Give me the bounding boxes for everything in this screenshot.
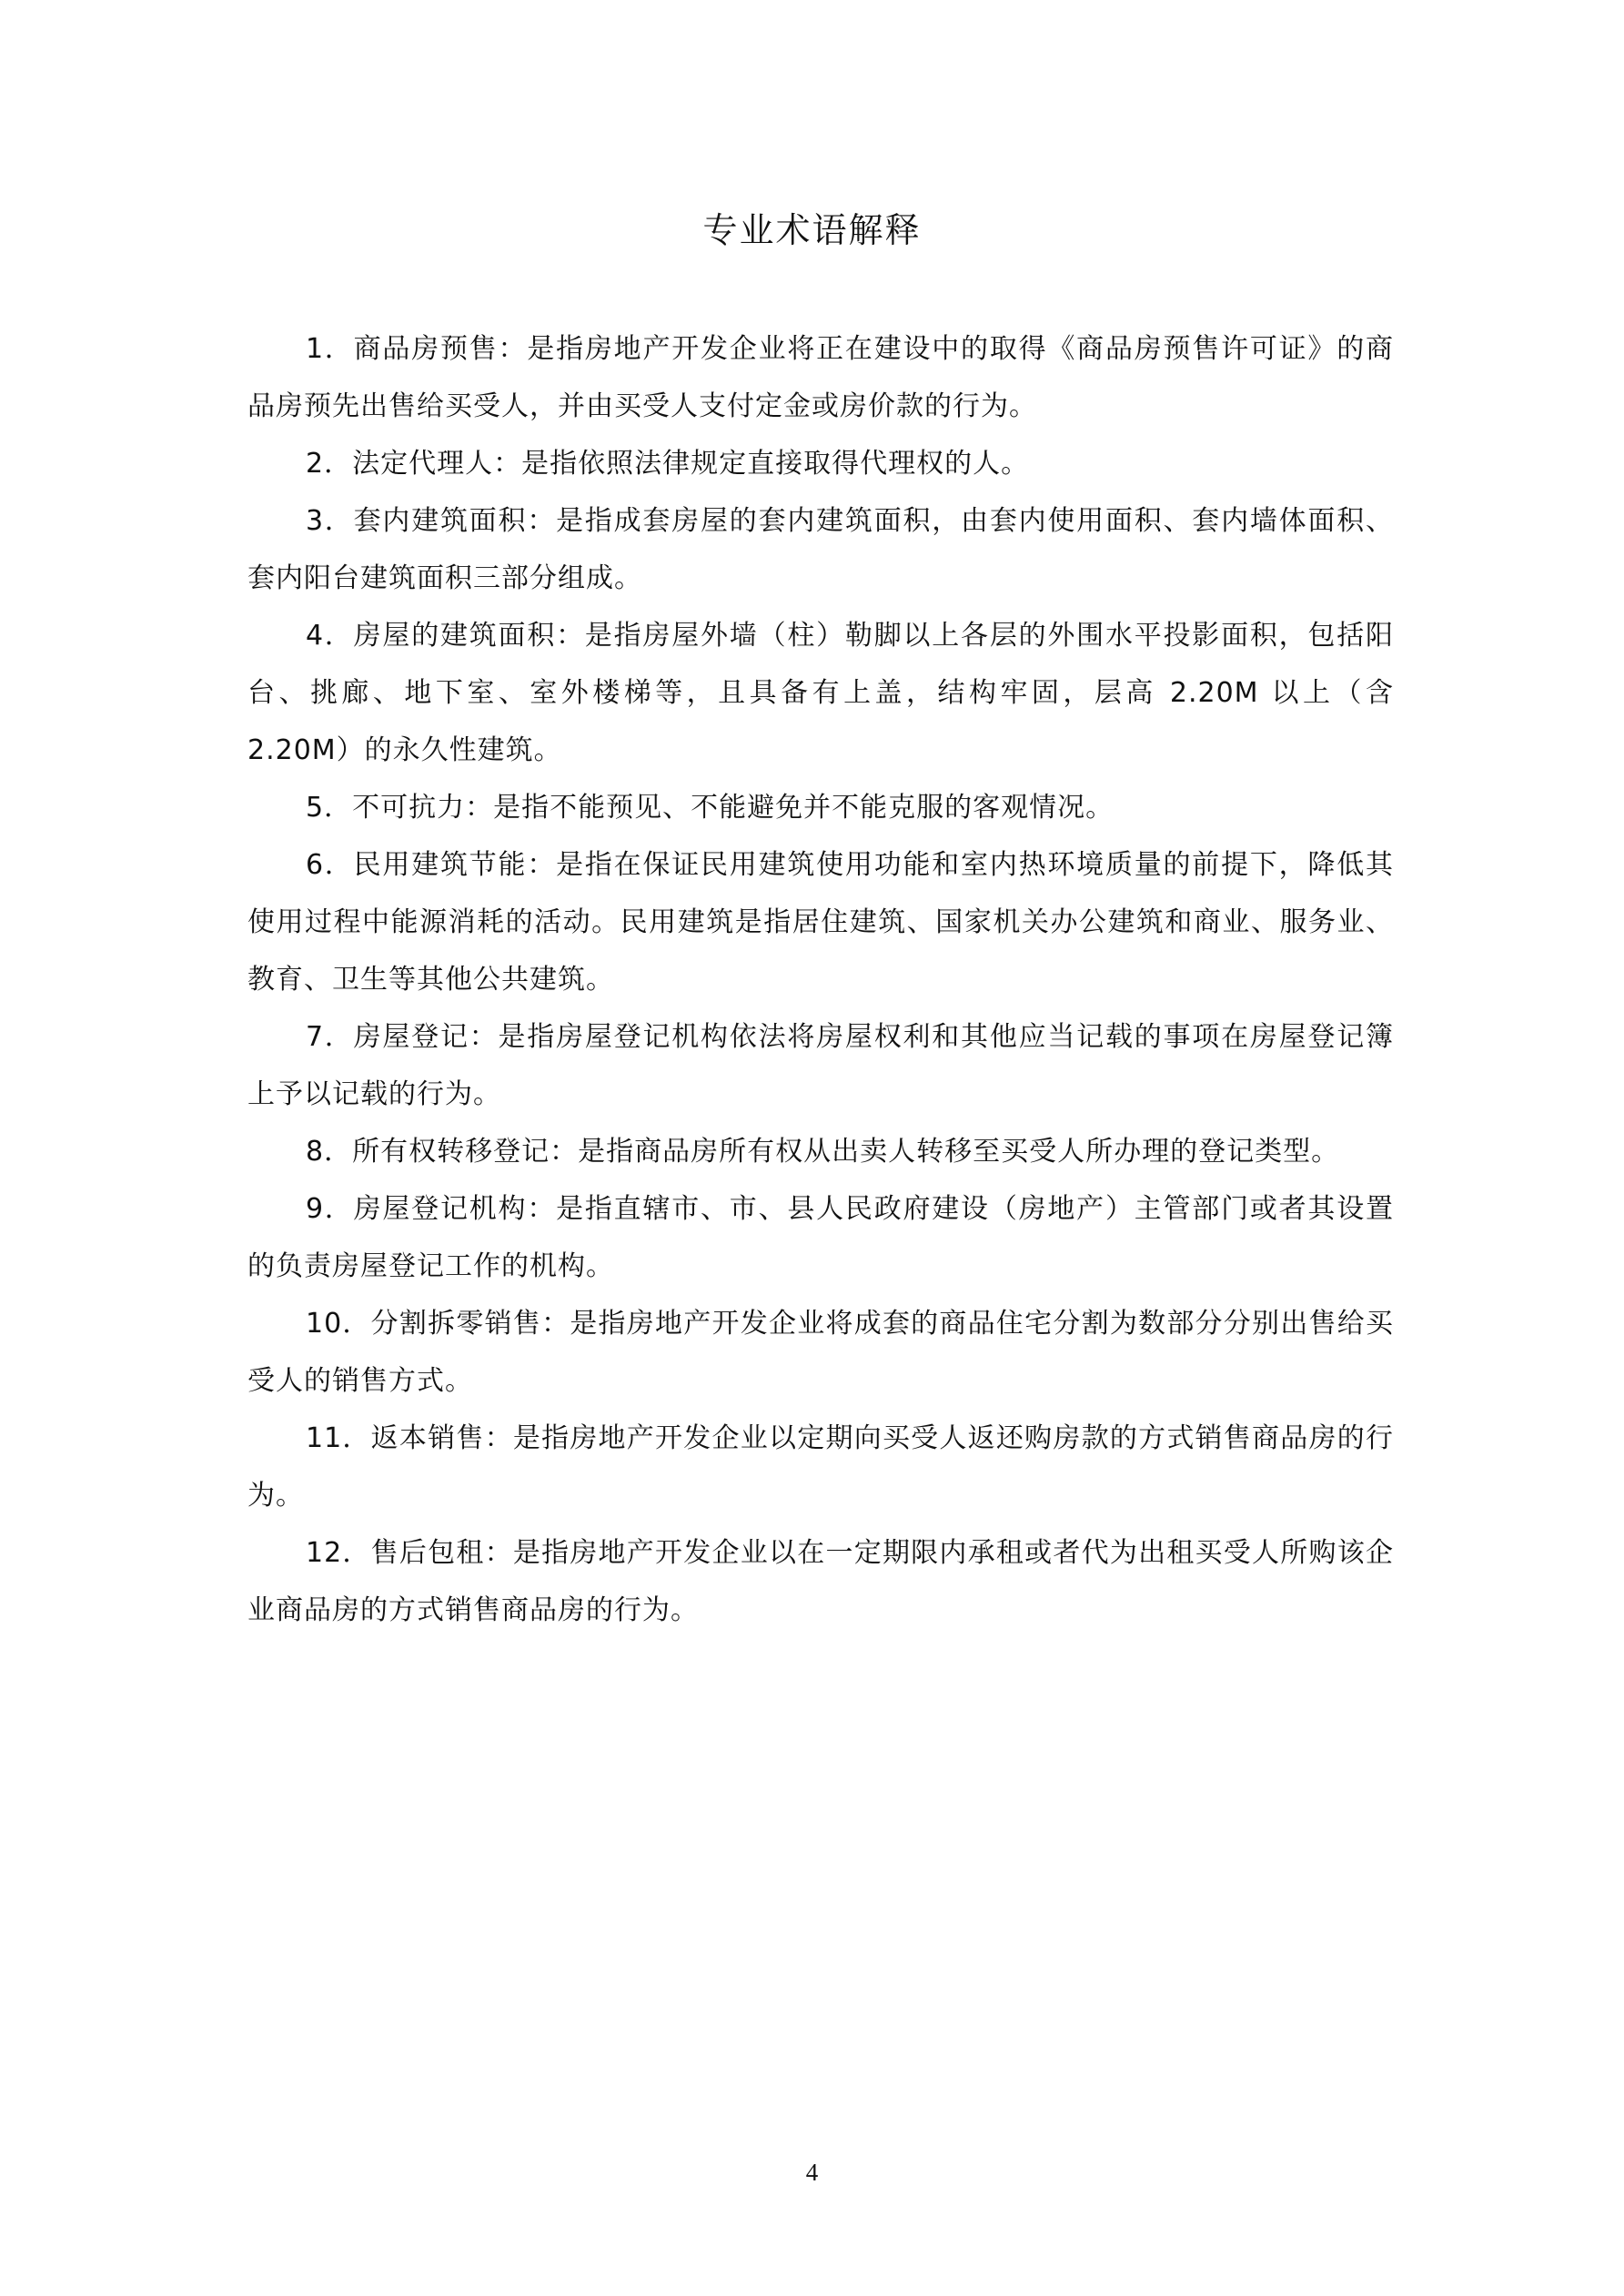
term-number: 12． bbox=[306, 1537, 371, 1569]
term-text: 房屋登记：是指房屋登记机构依法将房屋权利和其他应当记载的事项在房屋登记簿上予以记载的行为。 bbox=[247, 1021, 1394, 1110]
term-text: 民用建筑节能：是指在保证民用建筑使用功能和室内热环境质量的前提下，降低其使用过程中能源消耗的活动。民用建筑是指居住建筑、国家机关办公建筑和商业、服务业、教育、卫生等其他公共建筑。 bbox=[247, 849, 1394, 996]
page-title: 专业术语解释 bbox=[702, 210, 922, 250]
terms-list bbox=[247, 320, 1394, 1639]
term-number: 4． bbox=[306, 620, 354, 652]
term-item bbox=[247, 1295, 1394, 1410]
term-number: 10． bbox=[306, 1308, 371, 1340]
term-text: 房屋登记机构：是指直辖市、市、县人民政府建设（房地产）主管部门或者其设置的负责房屋登记工作的机构。 bbox=[247, 1193, 1394, 1282]
term-text: 返本销售：是指房地产开发企业以定期向买受人返还购房款的方式销售商品房的行为。 bbox=[247, 1422, 1394, 1512]
term-number: 9． bbox=[306, 1193, 354, 1225]
term-item bbox=[247, 320, 1394, 435]
term-item bbox=[247, 1123, 1394, 1180]
term-item bbox=[247, 779, 1394, 836]
term-item bbox=[247, 492, 1394, 607]
term-item bbox=[247, 435, 1394, 492]
term-text: 不可抗力：是指不能预见、不能避免并不能克服的客观情况。 bbox=[352, 792, 1115, 824]
term-text: 法定代理人：是指依照法律规定直接取得代理权的人。 bbox=[352, 448, 1030, 480]
term-number: 1． bbox=[306, 333, 354, 365]
term-text: 房屋的建筑面积：是指房屋外墙（柱）勒脚以上各层的外围水平投影面积，包括阳台、挑廊、地下室、室外楼梯等，且具备有上盖，结构牢固，层高 2.20M 以上（含 2.20M）的永久性建筑。 bbox=[247, 620, 1394, 766]
term-number: 7． bbox=[306, 1021, 354, 1053]
term-text: 商品房预售：是指房地产开发企业将正在建设中的取得《商品房预售许可证》的商品房预先出售给买受人，并由买受人支付定金或房价款的行为。 bbox=[247, 333, 1394, 422]
term-text: 套内建筑面积：是指成套房屋的套内建筑面积，由套内使用面积、套内墙体面积、套内阳台建筑面积三部分组成。 bbox=[247, 505, 1394, 594]
term-item bbox=[247, 1008, 1394, 1123]
term-number: 8． bbox=[306, 1136, 353, 1168]
term-item bbox=[247, 1524, 1394, 1639]
term-number: 3． bbox=[306, 505, 354, 537]
page-number: 4 bbox=[805, 2159, 819, 2186]
term-number: 11． bbox=[306, 1422, 371, 1454]
term-text: 分割拆零销售：是指房地产开发企业将成套的商品住宅分割为数部分分别出售给买受人的销售方式。 bbox=[247, 1308, 1394, 1397]
term-number: 6． bbox=[306, 849, 354, 881]
term-item bbox=[247, 607, 1394, 779]
term-item bbox=[247, 1410, 1394, 1524]
term-item bbox=[247, 836, 1394, 1008]
term-number: 2． bbox=[306, 448, 353, 480]
term-text: 售后包租：是指房地产开发企业以在一定期限内承租或者代为出租买受人所购该企业商品房的方式销售商品房的行为。 bbox=[247, 1537, 1394, 1626]
term-item bbox=[247, 1180, 1394, 1295]
term-text: 所有权转移登记：是指商品房所有权从出卖人转移至买受人所办理的登记类型。 bbox=[352, 1136, 1340, 1168]
term-number: 5． bbox=[306, 792, 353, 824]
